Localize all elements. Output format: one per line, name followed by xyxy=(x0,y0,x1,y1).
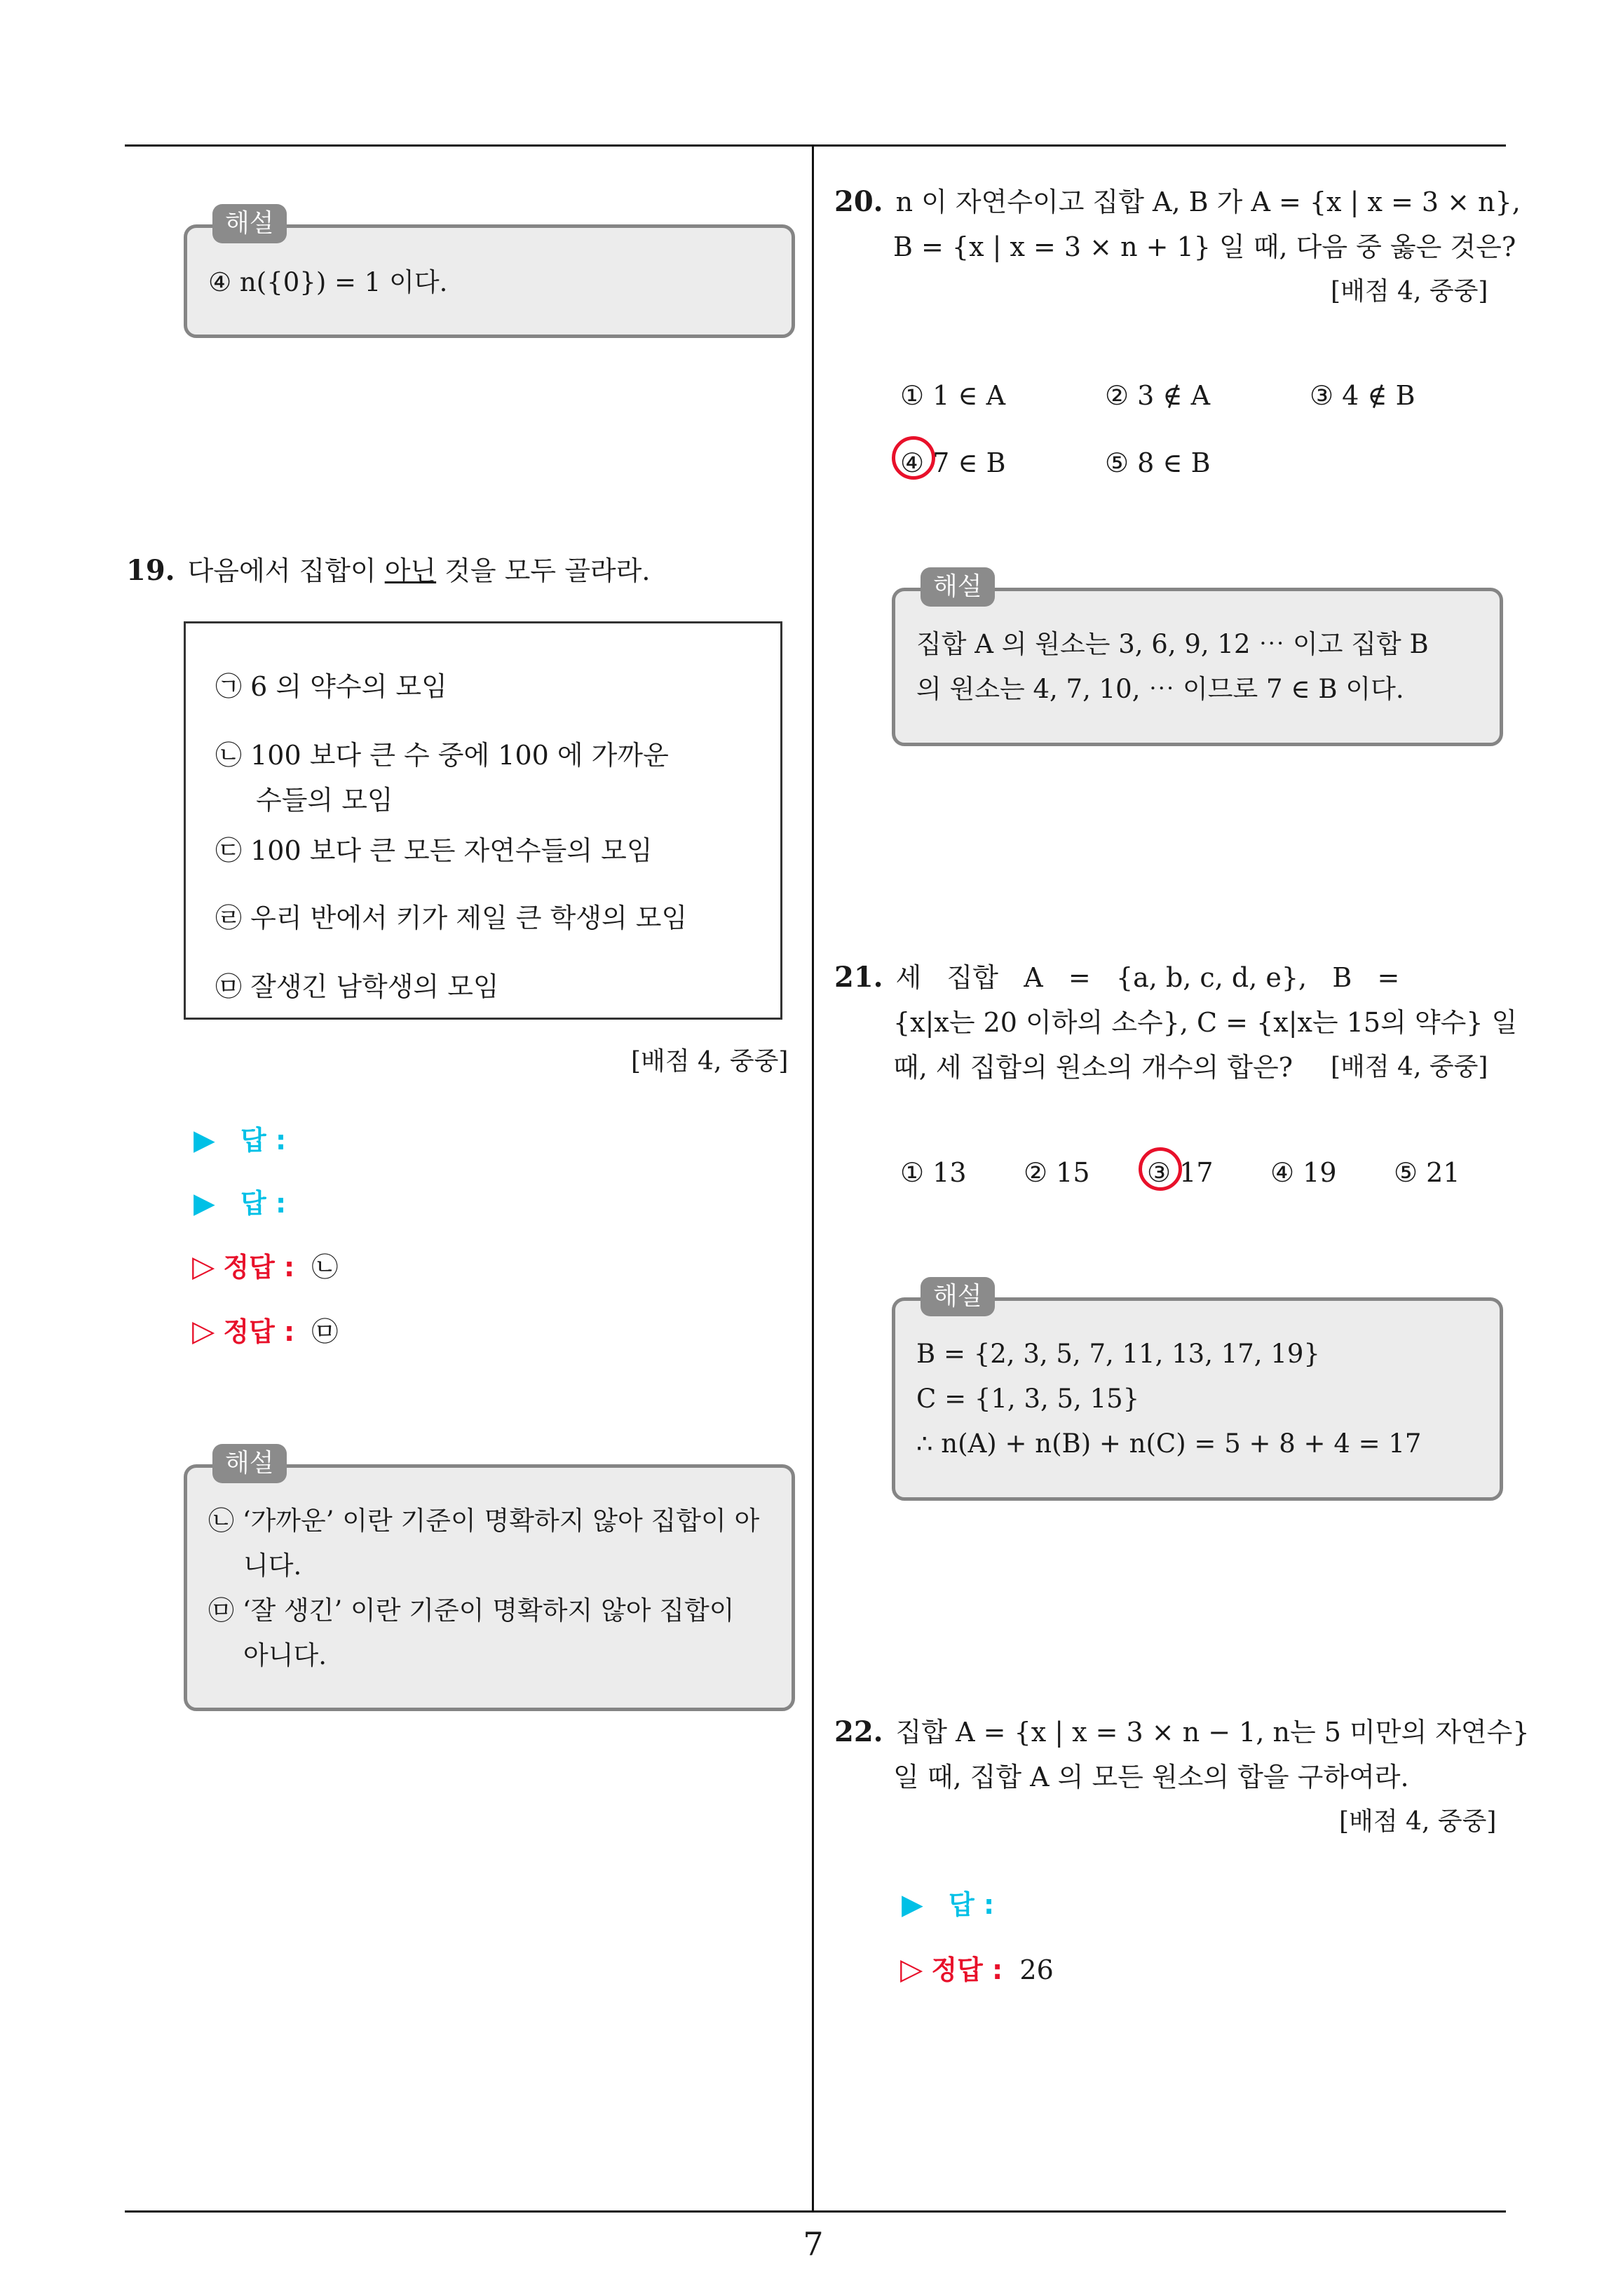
question-20 xyxy=(834,180,1521,224)
question-text: n 이 자연수이고 집합 A, B 가 A = {x | x = 3 × n}, xyxy=(895,187,1521,217)
choice: ② 15 xyxy=(1024,1157,1090,1188)
choice: ⑤ 21 xyxy=(1394,1157,1460,1188)
list-item-continuation: 수들의 모임 xyxy=(256,785,393,816)
solution-tag: 해설 xyxy=(921,567,995,607)
choice: ① 1 ∈ A xyxy=(900,380,1006,411)
play-arrow-icon: ▶ xyxy=(193,1124,215,1156)
question-text: B = {x | x = 3 × n + 1} 일 때, 다음 중 옳은 것은? xyxy=(893,231,1516,262)
outline-arrow-icon: ▷ xyxy=(900,1952,923,1986)
question-text: 때, 세 집합의 원소의 개수의 합은? xyxy=(893,1052,1293,1083)
selected-choice-circle xyxy=(892,436,935,480)
question-number: 19. xyxy=(126,554,175,587)
question-prompt: 다음에서 집합이 xyxy=(187,555,385,586)
choice: ① 13 xyxy=(900,1157,967,1188)
correct-answer-line xyxy=(192,1309,338,1354)
choice: ④ 19 xyxy=(1270,1157,1337,1188)
prev-solution-box xyxy=(184,209,795,338)
correct-answer-line xyxy=(192,1244,338,1290)
score-meta: [배점 4, 중중] xyxy=(1339,1807,1497,1836)
selected-choice-circle xyxy=(1139,1147,1182,1191)
outline-arrow-icon: ▷ xyxy=(192,1249,215,1283)
solution-line: ∴ n(A) + n(B) + n(C) = 5 + 8 + 4 = 17 xyxy=(916,1429,1422,1459)
question-22 xyxy=(834,1710,1530,1755)
solution-box xyxy=(184,1449,795,1711)
solution-box xyxy=(892,1282,1503,1501)
item-list-box xyxy=(184,621,782,1020)
list-item: ㉡ 100 보다 큰 수 중에 100 에 가까운 xyxy=(215,740,669,771)
question-21 xyxy=(834,955,1399,1000)
question-text: {x|x는 20 이하의 소수}, C = {x|x는 15의 약수} 일 xyxy=(893,1007,1518,1038)
outline-arrow-icon: ▷ xyxy=(192,1314,215,1348)
underlined-word: 아닌 xyxy=(384,555,437,586)
question-text: 집합 A = {x | x = 3 × n − 1, n는 5 미만의 자연수} xyxy=(895,1717,1530,1748)
play-arrow-icon: ▶ xyxy=(193,1187,215,1220)
answer-line xyxy=(902,1882,994,1927)
correct-label: 정답 : xyxy=(931,1954,1003,1985)
solution-line: 니다. xyxy=(243,1551,302,1581)
question-number: 21. xyxy=(834,961,883,994)
solution-box xyxy=(892,572,1503,746)
question-number: 22. xyxy=(834,1715,883,1748)
correct-label: 정답 : xyxy=(223,1252,295,1283)
question-text: 세 집합 A = {a, b, c, d, e}, B = xyxy=(895,962,1400,993)
solution-line: B = {2, 3, 5, 7, 11, 13, 17, 19} xyxy=(916,1339,1320,1369)
question-number: 20. xyxy=(834,185,883,218)
solution-line: 의 원소는 4, 7, 10, ⋯ 이므로 7 ∈ B 이다. xyxy=(916,674,1404,704)
list-item: ㉤ 잘생긴 남학생의 모임 xyxy=(215,971,499,1002)
list-item: ㉠ 6 의 약수의 모임 xyxy=(215,671,447,702)
correct-answer-line xyxy=(900,1947,1054,1992)
score-meta: [배점 4, 중중] xyxy=(1331,277,1488,306)
column-divider xyxy=(812,144,814,2212)
play-arrow-icon: ▶ xyxy=(902,1889,923,1921)
solution-tag: 해설 xyxy=(212,1444,287,1483)
correct-value: ㉤ xyxy=(311,1316,339,1347)
solution-line: ④ n({0}) = 1 이다. xyxy=(208,267,448,297)
solution-tag: 해설 xyxy=(212,204,287,243)
top-rule xyxy=(125,144,1506,147)
bottom-rule xyxy=(125,2210,1506,2213)
answer-label: 답 : xyxy=(949,1889,995,1920)
answer-label: 답 : xyxy=(240,1188,287,1219)
answer-label: 답 : xyxy=(240,1125,287,1156)
solution-line: C = {1, 3, 5, 15} xyxy=(916,1384,1140,1414)
choice: ⑤ 8 ∈ B xyxy=(1105,447,1211,478)
choice: ③ 4 ∉ B xyxy=(1310,380,1415,411)
question-prompt-end: 것을 모두 골라라. xyxy=(436,555,651,586)
choice: ④ 7 ∈ B xyxy=(900,447,1006,478)
solution-line: 아니다. xyxy=(243,1640,327,1670)
answer-line xyxy=(193,1181,286,1226)
page-number: 7 xyxy=(803,2225,824,2263)
question-19 xyxy=(126,548,650,593)
list-item: ㉣ 우리 반에서 키가 제일 큰 학생의 모임 xyxy=(215,903,688,933)
solution-line: ㉤ ‘잘 생긴’ 이란 기준이 명확하지 않아 집합이 xyxy=(208,1595,735,1626)
correct-value: 26 xyxy=(1019,1954,1054,1985)
list-item: ㉢ 100 보다 큰 모든 자연수들의 모임 xyxy=(215,835,653,866)
solution-line: 집합 A 의 원소는 3, 6, 9, 12 ⋯ 이고 집합 B xyxy=(916,629,1429,659)
choice: ② 3 ∉ A xyxy=(1105,380,1211,411)
correct-value: ㉡ xyxy=(311,1252,339,1283)
answer-line xyxy=(193,1118,286,1163)
correct-label: 정답 : xyxy=(223,1316,295,1347)
question-text: 일 때, 집합 A 의 모든 원소의 합을 구하여라. xyxy=(893,1762,1409,1792)
solution-tag: 해설 xyxy=(921,1277,995,1316)
score-meta: [배점 4, 중중] xyxy=(1331,1053,1488,1081)
score-meta: [배점 4, 중중] xyxy=(631,1047,789,1076)
choice: ③ 17 xyxy=(1147,1157,1214,1188)
solution-line: ㉡ ‘가까운’ 이란 기준이 명확하지 않아 집합이 아 xyxy=(208,1506,760,1536)
